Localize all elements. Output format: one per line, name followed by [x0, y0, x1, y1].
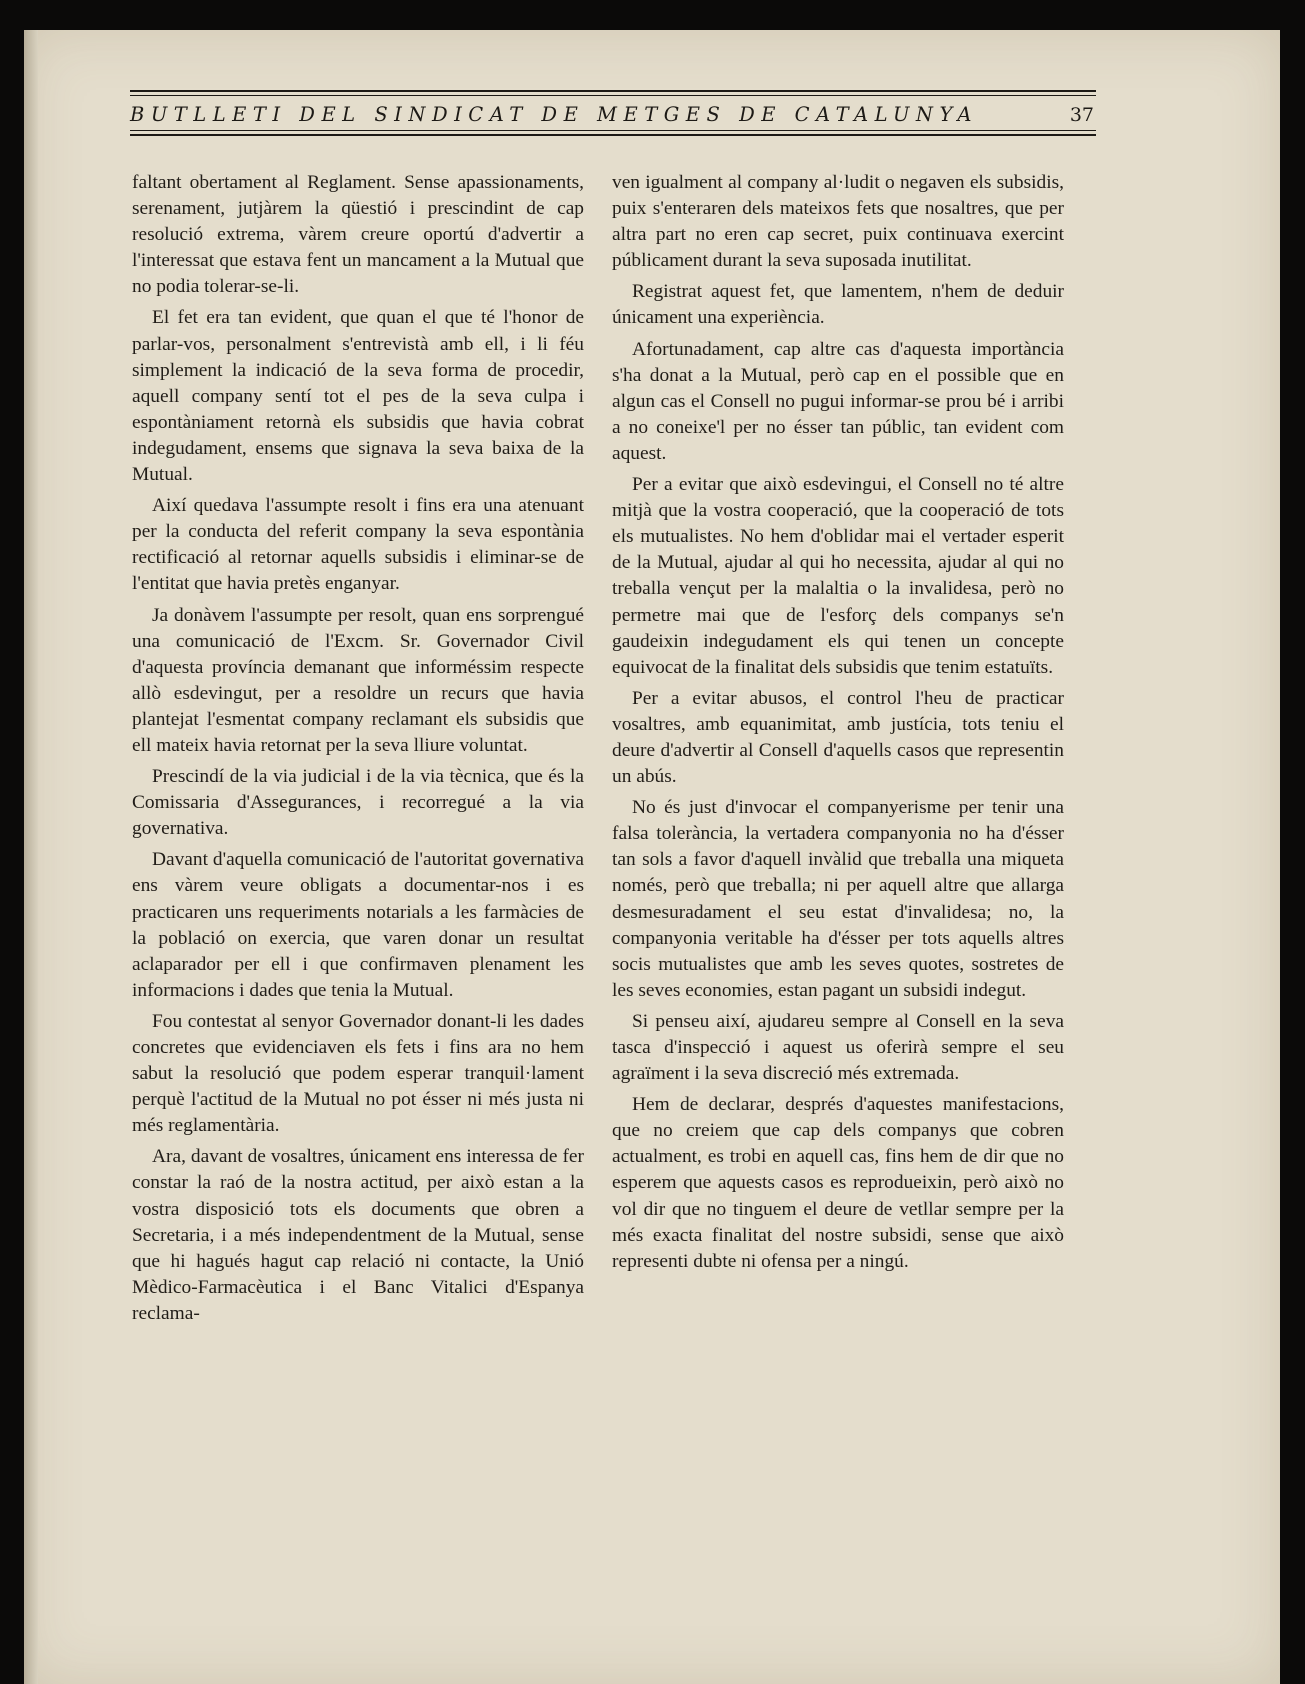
- paragraph: El fet era tan evident, que quan el que té l'honor de parlar-vos, personalment s'entrevistà amb ell, i li féu simplement la indicació de la seva forma de procedir, aquell company sentí tot el pes de la seva culpa i espontàniament retornà els subsidis que havia cobrat indegudament, ensems que signava la seva baixa de la Mutual.: [132, 307, 584, 486]
- paragraph: Així quedava l'assumpte resolt i fins era una atenuant per la conducta del referit company la seva espontània rectificació al retornar aquells subsidis i eliminar-se de l'entitat que havia pretès enganyar.: [132, 495, 584, 595]
- header-bottom-rule: [130, 134, 1096, 136]
- paragraph: Fou contestat al senyor Governador donant-li les dades concretes que evidenciaven els fets i fins ara no hem sabut la resolució que podem esperar tranquil·lament perquè l'actitud de la Mutual no pot ésser ni més justa ni més reglamentària.: [132, 1010, 584, 1137]
- right-text-column: [612, 170, 1064, 1280]
- running-header: [130, 90, 1096, 170]
- journal-title: BUTLLETI DEL SINDICAT DE METGES DE CATALUNYA: [130, 103, 978, 126]
- paragraph: Hem de declarar, després d'aquestes manifestacions, que no creiem que cap dels companys que cobren actualment, es trobi en aquell cas, fins hem de dir que no esperem que aquests casos es reprodueixin, però això no vol dir que no tinguem el deure de vetllar sempre per la més exacta finalitat del nostre subsidi, sense que això representi dubte ni ofensa per a ningú.: [612, 1094, 1064, 1272]
- paragraph: Registrat aquest fet, que lamentem, n'hem de deduir únicament una experiència.: [612, 281, 1064, 329]
- paragraph: Prescindí de la via judicial i de la via tècnica, que és la Comissaria d'Assegurances, i recorregué a la via governativa.: [132, 766, 584, 840]
- header-top-rule: [130, 90, 1096, 92]
- page-spine-shadow: [24, 30, 38, 1684]
- paragraph: Ja donàvem l'assumpte per resolt, quan ens sorprengué una comunicació de l'Excm. Sr. Governador Civil d'aquesta província demanant que informéssim respecte allò esdevingut, per a resoldre un recurs que havia plantejat l'esmentat company reclamant els subsidis que ell mateix havia retornat per la seva lliure voluntat.: [132, 604, 584, 756]
- paragraph: faltant obertament al Reglament. Sense apassionaments, serenament, jutjàrem la qüestió i prescindint de cap resolució extrema, vàrem creure oportú d'advertir a l'interessat que estava fent un mancament a la Mutual que no podia tolerar-se-li.: [132, 172, 584, 298]
- paragraph: ven igualment al company al·ludit o negaven els subsidis, puix s'enteraren dels mateixos fets que nosaltres, que per altra part no eren cap secret, puix continuava exercint públicament durant la seva suposada inutilitat.: [612, 172, 1064, 272]
- paragraph: Si penseu així, ajudareu sempre al Consell en la seva tasca d'inspecció i aquest us oferirà sempre el seu agraïment i la seva discreció més extremada.: [612, 1010, 1064, 1085]
- paragraph: Per a evitar abusos, el control l'heu de practicar vosaltres, amb equanimitat, amb justícia, tots teniu el deure d'advertir al Consell d'aquells casos que representin un abús.: [612, 687, 1064, 788]
- paragraph: Ara, davant de vosaltres, únicament ens interessa de fer constar la raó de la nostra actitud, per això estan a la vostra disposició tots els documents que obren a Secretaria, i a més independentment de la Mutual, sense que hi hagués hagut cap relació ni contacte, la Unió Mèdico-Farmacèutica i el Banc Vitalici d'Espanya reclama-: [132, 1146, 584, 1324]
- paragraph: Afortunadament, cap altre cas d'aquesta importància s'ha donat a la Mutual, però cap en el possible que en algun cas el Consell no pugui informar-se prou bé i arribi a no coneixe'l per no ésser tan públic, tan evident com aquest.: [612, 338, 1064, 464]
- page-number: 37: [1069, 104, 1094, 126]
- header-top-rule-thin: [130, 95, 1096, 96]
- paragraph: Per a evitar que això esdevingui, el Consell no té altre mitjà que la vostra cooperació, que la cooperació de tots els mutualistes. No hem d'oblidar mai el vertader esperit de la Mutual, ajudar al qui ho necessita, ajudar al qui no treballa vençut per la malaltia o la invalidesa, però no permetre mai que de l'esforç dels companys se'n gaudeixin indegudament els qui tenen un concepte equivocat de la finalitat dels subsidis que tenim estatuïts.: [612, 474, 1064, 678]
- header-bottom-rule-thin: [130, 130, 1096, 131]
- left-text-column: [132, 170, 584, 1332]
- paragraph: No és just d'invocar el companyerisme per tenir una falsa tolerància, la vertadera companyonia no ha d'ésser tan sols a favor d'aquell invàlid que treballa una miqueta només, però que treballa; ni per aquell altre que allarga desmesuradament el seu estat d'invalidesa; no, la companyonia veritable ha d'ésser per tots aquells altres socis mutualistes que amb les seves quotes, sostretes de les seves economies, estan pagant un subsidi indegut.: [612, 797, 1064, 1001]
- paragraph: Davant d'aquella comunicació de l'autoritat governativa ens vàrem veure obligats a documentar-nos i es practicaren uns requeriments notarials a les farmàcies de la població on exercia, que varen donar un resultat aclaparador per ell i que confirmaven plenament les informacions i dades que tenia la Mutual.: [132, 849, 584, 1001]
